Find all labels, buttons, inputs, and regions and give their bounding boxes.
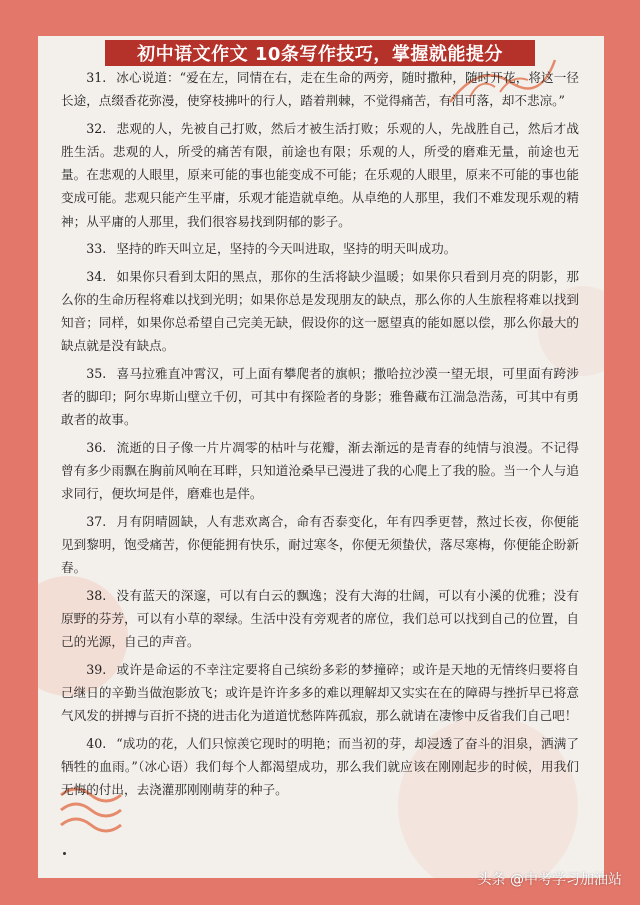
paragraph-text: 悲观的人，先被自己打败，然后才被生活打败；乐观的人，先战胜自己，然后才战胜生活。悲观的人，所受的痛苦有限，前途也有限；乐观的人，所受的磨难无量，前途也无量。在悲观的人眼里，原来可能的事也能变成不可能；在乐观的人眼里，原来不可能的事也能变成可能。悲观只能产生平庸，乐观才能造就卓绝。从卓绝的人那里，我们不难发现乐观的精神；从平庸的人那里，我们很容易找到阴郁的影子。	[61, 120, 579, 229]
paragraph-text: 冰心说道：“爱在左，同情在右，走在生命的两旁，随时撒种，随时开花，将这一径长途，点缀香花弥漫，使穿枝拂叶的行人，踏着荆棘，不觉得痛苦，有泪可落，却不悲凉。”	[61, 70, 579, 109]
paragraph-number: 33.	[86, 241, 107, 257]
paragraph	[61, 732, 579, 802]
source-watermark: 头条 @中考学习加油站	[477, 872, 622, 888]
paragraph-number: 31.	[86, 70, 107, 85]
paragraph-number: 37.	[86, 514, 107, 529]
paragraph	[61, 265, 579, 358]
paragraph-text: “成功的花，人们只惊羡它现时的明艳；而当初的芽，却浸透了奋斗的泪泉，洒满了牺牲的血雨。”（冰心语）我们每个人都渴望成功，那么我们就应该在刚刚起步的时候，用我们无悔的付出，去浇灌那刚刚萌芽的种子。	[61, 736, 579, 798]
paragraph-text: 喜马拉雅直冲霄汉，可上面有攀爬者的旗帜；撒哈拉沙漠一望无垠，可里面有跨涉者的脚印；阿尔卑斯山壁立千仞，可其中有探险者的身影；雅鲁藏布江湍急浩荡，可其中有勇敢者的故事。	[61, 366, 579, 428]
paragraph	[61, 510, 579, 580]
bullet-dot	[63, 852, 66, 855]
paragraph	[61, 66, 579, 112]
page-title: 初中语文作文 10条写作技巧，掌握就能提分	[137, 44, 503, 65]
paragraph-text: 坚持的昨天叫立足，坚持的今天叫进取，坚持的明天叫成功。	[116, 241, 457, 257]
paragraph-number: 38.	[86, 588, 107, 603]
paragraph	[61, 362, 579, 432]
paragraph	[61, 117, 579, 233]
paragraph-number: 32.	[86, 120, 107, 136]
article-body	[61, 66, 579, 806]
paragraph-text: 月有阴晴圆缺，人有悲欢离合，命有否泰变化，年有四季更替，熬过长夜，你便能见到黎明，饱受痛苦，你便能拥有快乐，耐过寒冬，你便无须蛰伏，落尽寒梅，你便能企盼新春。	[61, 514, 579, 576]
title-banner	[105, 40, 535, 66]
paragraph-text: 如果你只看到太阳的黑点，那你的生活将缺少温暖；如果你只看到月亮的阴影，那么你的生命历程将难以找到光明；如果你总是发现朋友的缺点，那么你的人生旅程将难以找到知音；同样，如果你总希望自己完美无缺，假设你的这一愿望真的能如愿以偿，那么你最大的缺点就是没有缺点。	[61, 268, 579, 354]
paragraph-number: 35.	[86, 366, 107, 381]
paragraph-text: 或许是命运的不幸注定要将自己缤纷多彩的梦撞碎；或许是天地的无情终归要将自己继日的辛勤当做泡影放飞；或许是许许多多的难以理解却又实实在在的障碍与挫折早已将意气风发的拼搏与百折不挠的进击化为道道忧愁阵阵孤寂，那么就请在凄惨中反省我们自己吧！	[61, 662, 579, 724]
paragraph-number: 39.	[86, 662, 107, 677]
paragraph	[61, 658, 579, 728]
paragraph-text: 没有蓝天的深邃，可以有白云的飘逸；没有大海的壮阔，可以有小溪的优雅；没有原野的芬芳，可以有小草的翠绿。生活中没有旁观者的席位，我们总可以找到自己的位置，自己的光源，自己的声音。	[61, 588, 579, 650]
paragraph	[61, 237, 579, 260]
paragraph	[61, 584, 579, 654]
paragraph-number: 34.	[86, 268, 107, 284]
paragraph-number: 36.	[86, 440, 107, 455]
paragraph	[61, 436, 579, 506]
paragraph-number: 40.	[86, 736, 107, 751]
paragraph-text: 流逝的日子像一片片凋零的枯叶与花瓣，渐去渐远的是青春的纯情与浪漫。不记得曾有多少雨飘在胸前风响在耳畔，只知道沧桑早已漫进了我的心爬上了我的脸。当一个人与追求同行，便坎坷是伴，磨难也是伴。	[61, 440, 579, 502]
